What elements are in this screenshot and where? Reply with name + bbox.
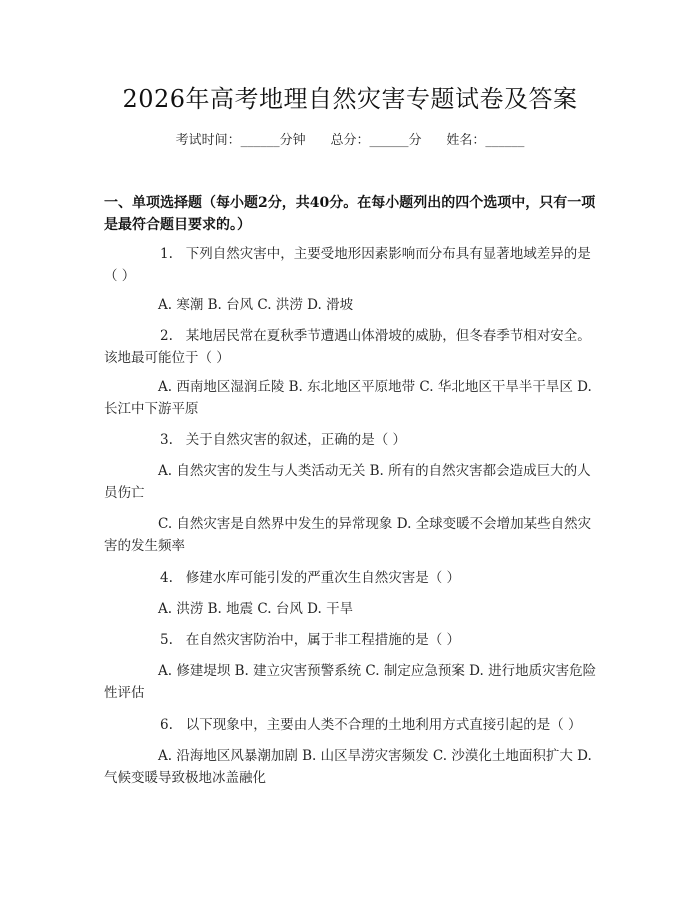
question-1 [104,243,602,287]
question-6-options: A. 沿海地区风暴潮加剧 B. 山区旱涝灾害频发 C. 沙漠化土地面积扩大 D. 气候变暖导致极地冰盖融化 [104,748,592,786]
name-label: 姓名： [446,133,486,148]
time-blank: ______ [240,133,280,148]
question-number: 1. [160,246,173,262]
question-number: 3. [160,432,173,448]
question-4 [104,567,602,589]
time-label: 考试时间： [175,133,241,148]
score-blank: ______ [369,133,409,148]
question-6 [104,714,602,736]
question-4-options: A. 洪涝 B. 地震 C. 台风 D. 干旱 [158,601,354,617]
question-3 [104,429,602,451]
score-unit: 分 [408,133,422,148]
question-text: 在自然灾害防治中，属于非工程措施的是（ ） [185,632,461,648]
question-text: 下列自然灾害中，主要受地形因素影响而分布具有显著地域差异的是（ ） [104,246,591,284]
question-3-options-cd: C. 自然灾害是自然界中发生的异常现象 D. 全球变暖不会增加某些自然灾害的发生频率 [104,516,592,554]
time-unit: 分钟 [279,133,306,148]
question-number: 6. [160,717,173,733]
question-number: 5. [160,632,173,648]
question-text: 修建水库可能引发的严重次生自然灾害是（ ） [185,570,461,586]
question-2-options: A. 西南地区湿润丘陵 B. 东北地区平原地带 C. 华北地区干旱半干旱区 D. 长江中下游平原 [104,379,592,417]
question-5 [104,629,602,651]
question-text: 以下现象中，主要由人类不合理的土地利用方式直接引起的是（ ） [185,717,582,733]
exam-meta-line [0,131,700,151]
question-number: 4. [160,570,173,586]
question-5-options: A. 修建堤坝 B. 建立灾害预警系统 C. 制定应急预案 D. 进行地质灾害危险性评估 [104,663,597,701]
question-number: 2. [160,328,173,344]
score-label: 总分： [330,133,370,148]
question-text: 某地居民常在夏秋季节遭遇山体滑坡的威胁，但冬春季节相对安全。该地最可能位于（ ） [104,328,591,366]
section-heading: 一、单项选择题（每小题2分，共40分。在每小题列出的四个选项中，只有一项是最符合题目要求的。） [104,195,596,233]
question-1-options: A. 寒潮 B. 台风 C. 洪涝 D. 滑坡 [158,297,354,313]
exam-title: 2026年高考地理自然灾害专题试卷及答案 [122,85,578,113]
question-text: 关于自然灾害的叙述，正确的是（ ） [185,432,407,448]
question-3-options-ab: A. 自然灾害的发生与人类活动无关 B. 所有的自然灾害都会造成巨大的人员伤亡 [104,463,591,501]
name-blank: ______ [485,133,525,148]
question-2 [104,325,602,369]
